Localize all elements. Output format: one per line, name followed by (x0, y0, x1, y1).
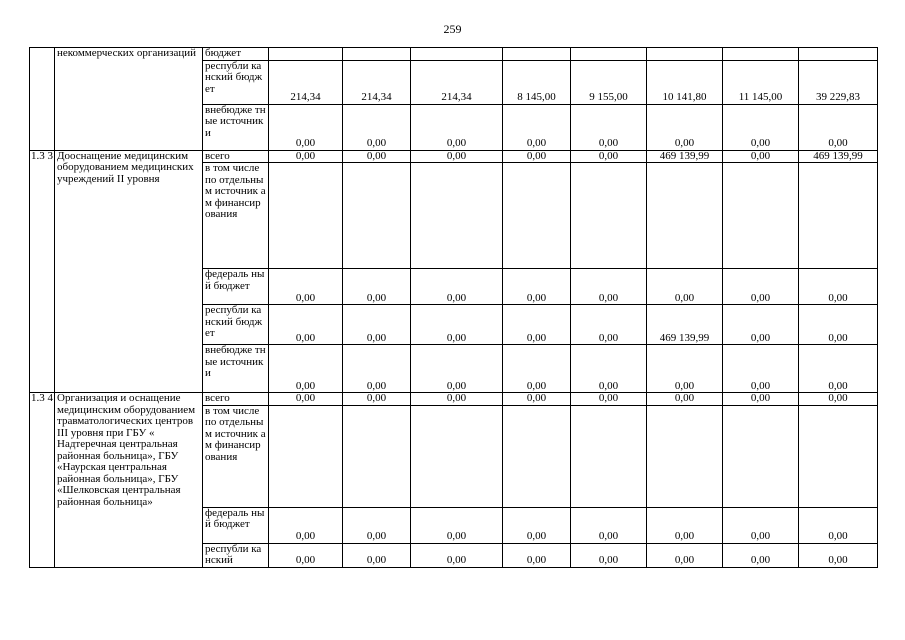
value-cell: 469 139,99 (647, 150, 723, 163)
value-cell: 0,00 (343, 507, 411, 543)
value-cell: 0,00 (799, 543, 878, 567)
value-cell (269, 48, 343, 61)
value-cell: 0,00 (411, 150, 503, 163)
value-cell: 0,00 (647, 345, 723, 393)
value-cell: 469 139,99 (799, 150, 878, 163)
budget-table (29, 47, 878, 568)
value-cell: 0,00 (723, 104, 799, 150)
value-cell: 0,00 (503, 507, 571, 543)
value-cell (411, 405, 503, 507)
value-cell: 214,34 (343, 60, 411, 104)
item-name-cell: Дооснащение медицинским оборудованием медицинских учреждений II уровня (55, 150, 203, 393)
value-cell: 0,00 (411, 543, 503, 567)
value-cell: 0,00 (411, 345, 503, 393)
table-row (30, 393, 878, 406)
value-cell: 0,00 (571, 543, 647, 567)
value-cell: 0,00 (571, 305, 647, 345)
item-name-cell: некоммерческих организаций (55, 48, 203, 151)
value-cell: 0,00 (503, 269, 571, 305)
value-cell: 0,00 (411, 305, 503, 345)
value-cell: 0,00 (799, 305, 878, 345)
value-cell: 0,00 (269, 393, 343, 406)
value-cell: 0,00 (571, 393, 647, 406)
funding-source-cell: республи канский (203, 543, 269, 567)
value-cell (343, 163, 411, 269)
value-cell: 0,00 (799, 507, 878, 543)
value-cell: 0,00 (723, 305, 799, 345)
value-cell: 0,00 (723, 393, 799, 406)
value-cell: 0,00 (723, 507, 799, 543)
value-cell (571, 48, 647, 61)
value-cell (503, 405, 571, 507)
value-cell: 0,00 (269, 507, 343, 543)
page-number: 259 (443, 22, 462, 36)
value-cell: 0,00 (411, 393, 503, 406)
value-cell: 0,00 (269, 269, 343, 305)
value-cell (411, 48, 503, 61)
value-cell (647, 48, 723, 61)
value-cell: 8 145,00 (503, 60, 571, 104)
value-cell: 39 229,83 (799, 60, 878, 104)
value-cell (411, 163, 503, 269)
value-cell: 0,00 (343, 104, 411, 150)
value-cell: 0,00 (571, 345, 647, 393)
table-row (30, 48, 878, 61)
value-cell: 0,00 (269, 150, 343, 163)
value-cell: 0,00 (723, 543, 799, 567)
value-cell: 0,00 (723, 345, 799, 393)
value-cell: 0,00 (799, 345, 878, 393)
value-cell: 10 141,80 (647, 60, 723, 104)
value-cell: 0,00 (799, 104, 878, 150)
value-cell: 0,00 (503, 345, 571, 393)
value-cell: 0,00 (723, 150, 799, 163)
value-cell: 0,00 (411, 104, 503, 150)
item-code-cell: 1.3 3 (30, 150, 55, 393)
value-cell: 0,00 (343, 345, 411, 393)
value-cell (343, 405, 411, 507)
value-cell (799, 48, 878, 61)
value-cell (799, 163, 878, 269)
funding-source-cell: в том числе по отдельны м источник ам финансир ования (203, 405, 269, 507)
funding-source-cell: республи канский бюджет (203, 60, 269, 104)
value-cell: 0,00 (503, 150, 571, 163)
value-cell: 214,34 (411, 60, 503, 104)
value-cell: 0,00 (503, 393, 571, 406)
value-cell: 469 139,99 (647, 305, 723, 345)
value-cell (343, 48, 411, 61)
funding-source-cell: всего (203, 150, 269, 163)
value-cell: 0,00 (269, 543, 343, 567)
funding-source-cell: всего (203, 393, 269, 406)
value-cell: 0,00 (411, 507, 503, 543)
value-cell: 0,00 (343, 543, 411, 567)
value-cell (269, 405, 343, 507)
value-cell: 0,00 (647, 507, 723, 543)
item-code-cell (30, 48, 55, 151)
value-cell: 0,00 (269, 345, 343, 393)
value-cell: 0,00 (503, 543, 571, 567)
funding-source-cell: федераль ный бюджет (203, 507, 269, 543)
value-cell (647, 405, 723, 507)
table-body (30, 48, 878, 568)
value-cell: 0,00 (269, 104, 343, 150)
value-cell: 0,00 (647, 269, 723, 305)
value-cell: 0,00 (411, 269, 503, 305)
value-cell (723, 405, 799, 507)
value-cell: 0,00 (647, 543, 723, 567)
value-cell (571, 405, 647, 507)
funding-source-cell: республи канский бюджет (203, 305, 269, 345)
value-cell (571, 163, 647, 269)
value-cell: 0,00 (343, 305, 411, 345)
value-cell (723, 48, 799, 61)
value-cell (723, 163, 799, 269)
value-cell: 0,00 (503, 305, 571, 345)
value-cell: 0,00 (799, 393, 878, 406)
value-cell: 0,00 (343, 269, 411, 305)
funding-source-cell: бюджет (203, 48, 269, 61)
funding-source-cell: в том числе по отдельны м источник ам финансир ования (203, 163, 269, 269)
funding-source-cell: внебюдже тные источник и (203, 104, 269, 150)
funding-source-cell: внебюдже тные источник и (203, 345, 269, 393)
value-cell (503, 48, 571, 61)
value-cell: 0,00 (343, 393, 411, 406)
value-cell: 11 145,00 (723, 60, 799, 104)
value-cell: 0,00 (503, 104, 571, 150)
item-name-cell: Организация и оснащение медицинским оборудованием травматологических центров III уровня при ГБУ « Надтеречная центральная районная больница», ГБУ «Наурская центральная районная больница», ГБУ «Шелковская центральная районная больница» (55, 393, 203, 568)
value-cell: 0,00 (571, 104, 647, 150)
value-cell: 0,00 (571, 507, 647, 543)
value-cell (269, 163, 343, 269)
funding-source-cell: федераль ный бюджет (203, 269, 269, 305)
value-cell: 0,00 (723, 269, 799, 305)
value-cell: 9 155,00 (571, 60, 647, 104)
item-code-cell: 1.3 4 (30, 393, 55, 568)
value-cell: 0,00 (647, 393, 723, 406)
value-cell: 0,00 (343, 150, 411, 163)
table-row (30, 150, 878, 163)
value-cell (503, 163, 571, 269)
value-cell: 0,00 (269, 305, 343, 345)
value-cell: 0,00 (571, 150, 647, 163)
value-cell: 0,00 (571, 269, 647, 305)
value-cell: 0,00 (799, 269, 878, 305)
value-cell: 0,00 (647, 104, 723, 150)
value-cell (799, 405, 878, 507)
value-cell: 214,34 (269, 60, 343, 104)
value-cell (647, 163, 723, 269)
